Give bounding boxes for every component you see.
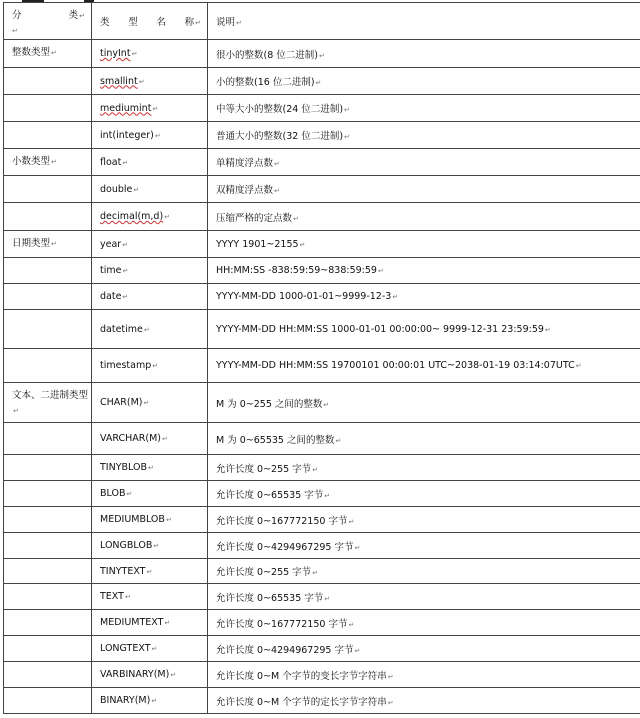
category-label: 整数类型: [12, 47, 51, 58]
type-cell: time↵: [92, 258, 208, 284]
category-cell: [4, 423, 92, 455]
description-text: 允许长度 0~167772150 字节: [216, 618, 348, 630]
category-cell: [4, 258, 92, 284]
category-cell: [4, 636, 92, 662]
description-text: 压缩严格的定点数: [216, 212, 293, 224]
description-cell: 允许长度 0~4294967295 字节↵: [208, 533, 640, 559]
description-cell: 小的整数(16 位二进制)↵: [208, 68, 640, 95]
category-cell: 整数类型↵: [4, 40, 92, 68]
description-text: 单精度浮点数: [216, 158, 274, 169]
header-type-char-4: 称: [184, 17, 195, 28]
type-cell: int(integer)↵: [92, 122, 208, 149]
category-cell: 文本、二进制类型↵: [4, 383, 92, 423]
type-cell: BINARY(M)↵: [92, 688, 208, 714]
category-cell: [4, 310, 92, 349]
type-name: smallint: [100, 75, 138, 87]
category-label: 文本、二进制类型: [12, 390, 89, 401]
description-text: 普通大小的整数(32 位二进制): [216, 131, 344, 142]
type-cell: mediumint↵: [92, 95, 208, 122]
description-text: YYYY-MM-DD 1000-01-01~9999-12-3: [216, 291, 392, 302]
description-text: YYYY-MM-DD HH:MM:SS 1000-01-01 00:00:00~ 9999-12-31 23:59:59: [216, 323, 544, 335]
type-name: double: [100, 183, 133, 195]
type-name: mediumint: [100, 102, 152, 114]
description-text: 允许长度 0~M 个字节的变长字节字符串: [216, 670, 387, 682]
type-cell: LONGBLOB↵: [92, 533, 208, 559]
header-type-cell: 类 型 名 称↵: [92, 3, 208, 40]
header-category-char-2: 类: [68, 10, 79, 21]
table-row: [4, 636, 640, 662]
type-name: time: [100, 265, 122, 276]
category-cell: 日期类型↵: [4, 231, 92, 258]
type-cell: float↵: [92, 149, 208, 176]
description-text: YYYY-MM-DD HH:MM:SS 19700101 00:00:01 UTC~2038-01-19 03:14:07UTC: [216, 360, 575, 371]
type-name: TINYTEXT: [100, 565, 146, 577]
table-row: [4, 284, 640, 310]
table-row: [4, 349, 640, 383]
description-text: M 为 0~65535 之间的整数: [216, 434, 335, 446]
description-cell: YYYY-MM-DD HH:MM:SS 1000-01-01 00:00:00~ 9999-12-31 23:59:59↵: [208, 310, 640, 349]
category-cell: [4, 68, 92, 95]
header-description-cell: 说明↵: [208, 3, 640, 40]
description-text: 允许长度 0~M 个字节的定长字节字符串: [216, 696, 387, 708]
description-text: HH:MM:SS -838:59:59~838:59:59: [216, 265, 377, 276]
type-name: BINARY(M): [100, 695, 151, 706]
table-row: [4, 507, 640, 533]
type-name: LONGBLOB: [100, 540, 153, 551]
category-cell: [4, 533, 92, 559]
description-text: 小的整数(16 位二进制): [216, 77, 315, 88]
description-text: 允许长度 0~65535 字节: [216, 592, 324, 604]
type-name: tinyInt: [100, 48, 131, 59]
table-row: [4, 231, 640, 258]
table-row: [4, 610, 640, 636]
description-text: 允许长度 0~255 字节: [216, 567, 312, 578]
table-row: [4, 258, 640, 284]
type-name: year: [100, 238, 122, 250]
category-cell: [4, 481, 92, 507]
table-row: [4, 40, 640, 68]
category-cell: [4, 455, 92, 481]
type-cell: double↵: [92, 176, 208, 203]
type-cell: MEDIUMTEXT↵: [92, 610, 208, 636]
paragraph-mark: ↵: [12, 27, 18, 35]
description-cell: 很小的整数(8 位二进制)↵: [208, 40, 640, 68]
table-row: [4, 310, 640, 349]
category-cell: [4, 284, 92, 310]
type-cell: VARCHAR(M)↵: [92, 423, 208, 455]
category-label: 日期类型: [12, 238, 51, 249]
type-name: datetime: [100, 323, 143, 335]
type-cell: MEDIUMBLOB↵: [92, 507, 208, 533]
description-text: 双精度浮点数: [216, 185, 274, 196]
category-cell: [4, 662, 92, 688]
type-cell: smallint↵: [92, 68, 208, 95]
description-text: 允许长度 0~4294967295 字节: [216, 644, 354, 656]
type-name: float: [100, 156, 122, 168]
description-cell: 允许长度 0~255 字节↵: [208, 559, 640, 584]
description-text: 允许长度 0~167772150 字节: [216, 515, 348, 527]
table-row: [4, 203, 640, 231]
description-text: 允许长度 0~4294967295 字节: [216, 541, 354, 553]
type-name: LONGTEXT: [100, 643, 151, 654]
table-row: [4, 559, 640, 584]
type-name: date: [100, 291, 122, 302]
type-name: VARCHAR(M): [100, 433, 162, 444]
type-name: TEXT: [100, 591, 124, 602]
description-text: YYYY 1901~2155: [216, 238, 299, 250]
type-cell: TINYBLOB↵: [92, 455, 208, 481]
table-row: [4, 584, 640, 610]
table-row: [4, 455, 640, 481]
type-name: int(integer): [100, 129, 154, 141]
description-cell: HH:MM:SS -838:59:59~838:59:59↵: [208, 258, 640, 284]
description-cell: 允许长度 0~65535 字节↵: [208, 481, 640, 507]
category-cell: [4, 610, 92, 636]
table-row: [4, 662, 640, 688]
type-cell: BLOB↵: [92, 481, 208, 507]
header-category-char-1: 分: [12, 10, 22, 21]
description-cell: YYYY-MM-DD 1000-01-01~9999-12-3↵: [208, 284, 640, 310]
category-cell: 小数类型↵: [4, 149, 92, 176]
type-name: MEDIUMBLOB: [100, 514, 165, 525]
description-cell: 允许长度 0~4294967295 字节↵: [208, 636, 640, 662]
table-row: [4, 149, 640, 176]
type-cell: timestamp↵: [92, 349, 208, 383]
header-category-cell: 分 类↵ ↵: [4, 3, 92, 40]
description-cell: 允许长度 0~167772150 字节↵: [208, 507, 640, 533]
description-cell: 中等大小的整数(24 位二进制)↵: [208, 95, 640, 122]
table-row: [4, 423, 640, 455]
description-text: 允许长度 0~65535 字节: [216, 489, 324, 501]
type-cell: decimal(m,d)↵: [92, 203, 208, 231]
description-cell: 压缩严格的定点数↵: [208, 203, 640, 231]
category-cell: [4, 349, 92, 383]
description-cell: M 为 0~65535 之间的整数↵: [208, 423, 640, 455]
description-cell: YYYY 1901~2155↵: [208, 231, 640, 258]
table-row: [4, 122, 640, 149]
table-row: [4, 688, 640, 714]
category-cell: [4, 584, 92, 610]
description-text: 允许长度 0~255 字节: [216, 463, 312, 475]
description-cell: 允许长度 0~167772150 字节↵: [208, 610, 640, 636]
description-cell: 单精度浮点数↵: [208, 149, 640, 176]
type-cell: date↵: [92, 284, 208, 310]
type-cell: TINYTEXT↵: [92, 559, 208, 584]
category-cell: [4, 507, 92, 533]
table-row: [4, 383, 640, 423]
header-type-char-3: 名: [156, 17, 166, 28]
type-cell: TEXT↵: [92, 584, 208, 610]
type-cell: tinyInt↵: [92, 40, 208, 68]
type-name: CHAR(M): [100, 397, 143, 408]
description-cell: 允许长度 0~M 个字节的变长字节字符串↵: [208, 662, 640, 688]
type-name: MEDIUMTEXT: [100, 617, 164, 628]
table-row: [4, 533, 640, 559]
description-cell: 允许长度 0~255 字节↵: [208, 455, 640, 481]
type-name: timestamp: [100, 360, 152, 371]
category-cell: [4, 122, 92, 149]
header-type-char-2: 型: [128, 17, 138, 28]
type-name: decimal(m,d): [100, 211, 164, 222]
mysql-data-types-table: [3, 2, 640, 714]
type-cell: LONGTEXT↵: [92, 636, 208, 662]
table-row: [4, 176, 640, 203]
type-cell: VARBINARY(M)↵: [92, 662, 208, 688]
type-name: BLOB: [100, 488, 126, 499]
description-cell: YYYY-MM-DD HH:MM:SS 19700101 00:00:01 UTC~2038-01-19 03:14:07UTC↵: [208, 349, 640, 383]
category-cell: [4, 176, 92, 203]
category-cell: [4, 203, 92, 231]
description-cell: 普通大小的整数(32 位二进制)↵: [208, 122, 640, 149]
category-label: 小数类型: [12, 156, 51, 167]
category-cell: [4, 95, 92, 122]
description-cell: 允许长度 0~65535 字节↵: [208, 584, 640, 610]
description-cell: 双精度浮点数↵: [208, 176, 640, 203]
type-name: TINYBLOB: [100, 462, 147, 473]
type-cell: CHAR(M)↵: [92, 383, 208, 423]
description-cell: 允许长度 0~M 个字节的定长字节字符串↵: [208, 688, 640, 714]
category-cell: [4, 559, 92, 584]
type-cell: datetime↵: [92, 310, 208, 349]
category-cell: [4, 688, 92, 714]
type-name: VARBINARY(M): [100, 669, 170, 680]
type-cell: year↵: [92, 231, 208, 258]
header-description: 说明: [216, 17, 236, 28]
header-type-char-1: 类: [100, 17, 110, 28]
header-row: [4, 3, 640, 40]
table-row: [4, 481, 640, 507]
table-row: [4, 95, 640, 122]
table-row: [4, 68, 640, 95]
description-text: M 为 0~255 之间的整数: [216, 398, 323, 410]
description-text: 中等大小的整数(24 位二进制): [216, 104, 344, 115]
description-text: 很小的整数(8 位二进制): [216, 49, 318, 61]
description-cell: M 为 0~255 之间的整数↵: [208, 383, 640, 423]
